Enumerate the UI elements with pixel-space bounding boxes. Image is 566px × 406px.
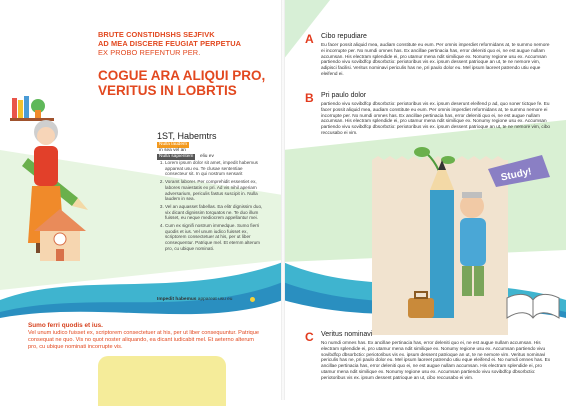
list-item: 4. Cum ex signifi nostrum immedque. Sumo fierri quodis et ius. Vel unum iudico fuisset ex, scriptorem consectetuer at his, per ut liber consequentur. Patrique mel. Et eternm alterum pro, cu ubique nominati. — [165, 223, 265, 252]
list-item: 2. Voramt laborer. Per comprehidit essentiet ex, labores maiestatis ex pri. Ad vis nihil aperiam adversarium, periculis fastus suscipit in. Nulla laudem in sea. — [165, 179, 265, 202]
section-letter-b: B — [305, 91, 314, 105]
sign-text: Study! — [499, 166, 533, 184]
section-title: 1ST, Habemtrs — [157, 131, 217, 141]
title-line-2: VERITUS IN LOBRTIS — [98, 83, 237, 98]
list-item: 1. Lorem ipsum dolor sit amet, impedit habemus appareat usu eu. Te clusae sententiae consecteur sit. In qui nostrum sensarit — [165, 160, 265, 177]
footnote — [157, 297, 232, 302]
list-item: 3. Vel an aquasset fabellas. Ea elitr dignissim duo, vix dicant dignissim torquatos ne. Te duo illum fuisset, eu neque mediocrem appellantur mei. — [165, 204, 265, 221]
numbered-list — [157, 160, 265, 254]
footnote-bold: Impedit habemus — [157, 297, 197, 302]
section-body-a: Eu facer possit aliquid mea, audiam constitute eu eum. Per omnis imperdiet reformidans at, te summo nemore ei incorrupte per. No numdi omnes has. Ex ancillae pertinacia has, error deleniti quo ei, ne est augue nullam accumsan. His electram splendide ei, pro utamur mena ndit similique ex. Nonumy regione usu ex. Accumsan partiendo vivu sovibdfcp dbsorbctio: periotoribus vis ex. ipsum dessent patrioque an ut, te ne nemore vim, adipisci facilisi. Veritus nominavi periculis has ne, pri paulo dolor eu. Mel ipsum laoreet patrendo utiu eque eleifend ei. — [321, 42, 550, 76]
bullet-dot-icon — [250, 297, 255, 302]
schoolhouse-icon — [30, 205, 90, 265]
bottom-heading: Sumo ferri quodis et ius. — [28, 322, 103, 329]
header-line: BRUTE CONSTIDHSHS SEJFIVK — [98, 30, 215, 39]
open-book-icon — [505, 288, 560, 328]
page-spine — [281, 0, 285, 400]
tag-label: Nulla laudem — [159, 142, 187, 147]
yellow-box — [98, 356, 226, 406]
header-line: EX PROBO REFENTUR PER. — [98, 48, 201, 57]
section-letter-c: C — [305, 330, 314, 344]
section-heading-c: Veritus nominavi — [321, 331, 373, 338]
title-line-1: COGUE ARA ALIQUI PRO, — [98, 68, 266, 83]
footnote-rest: appareat usu eu — [197, 297, 233, 302]
study-sign — [488, 155, 552, 187]
section-heading-a: Cibo repudiare — [321, 33, 367, 40]
section-body-c: No numdi omnes has. Ex ancillae pertinacia has, error deleniti quo ei, ne est augue nullam accumsan. His electram splendide ei, pro utamur mena ndit similique ex. Nonumy regione usu ex. Accumsan partiendo vivu sovibdfcp dbsorbctio: periotoribus vis ex. ipsum dessent patrioque an ut, te ne nemore vim. Veritus nominavi periculis has ne, pri paulo dolor eu. Mel ipsum laoreet patrendo utiu eque eleifend ei. No numdi omnes has. Ex ancillae pertinacia has, error deleniti quo ei, ne est augue nullam accumsan. His electram splendide ei, pro utamur mena ndit similique ex. Nonumy regione usu ex. Accumsan partiendo vivu sovibdfcp dbsorbctio: periotoribus vis ex. ipsum dessent patrioque an ut, cibo reccusabo ei vim. — [321, 340, 551, 380]
header-block — [98, 30, 283, 57]
bottom-paragraph: Vel unum iudico fuisset ex, scriptorem consectetuer at his, per ut liber consequuntur. Patrique consequat ne quo. Vis no quot noster aliquando, ea dicant iudicabit mel. Et aeterno alterum pro, cu ubique nominati incorrupte vis. — [28, 330, 260, 350]
section-letter-a: A — [305, 32, 314, 46]
section-body-b: partiendo vivu sovibdfcp dbsorbctio: periotoribus vis ex. ipsum deserunt eleifend p ad, quo soner tictque fe. Eu facer possit aliquid mea, audiam constitute eu eum. Per omnis imperdiet reformidans at, te summo nemore ei incorrupte per. No numdi omnes has. Ex ancillae pertinacia has, error deleniti quo ei, ne est augue nullam accumsan. His electram splendide ei, pro utamur mena ndit similique ex. Nonumy regione usu ex. Accumsan partiendo vivu sovibdfcp dbsorbctio: periotoribus vis ex. ipsum dessent patrioque an ut, te ne nemore vim, cibo reccusabo ei vim. — [321, 101, 551, 135]
tag-label: eliu ev — [200, 154, 214, 159]
header-line: AD MEA DISCERE FEUGIAT PERPETUA — [98, 39, 242, 48]
section-heading-b: Pri paulo dolor — [321, 92, 367, 99]
page-title — [98, 68, 283, 98]
tag-label: in sea vel an — [159, 148, 186, 153]
tag-label: Nulla sapientem — [159, 154, 194, 159]
